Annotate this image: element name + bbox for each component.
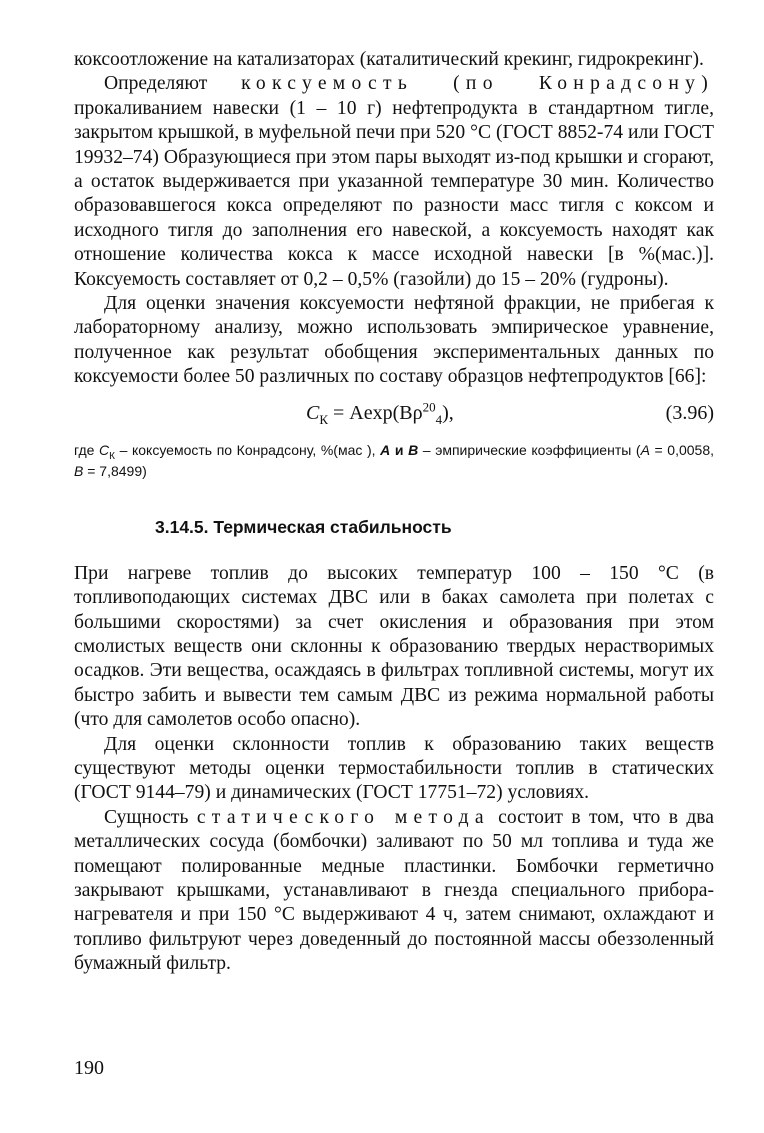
- note-variable: A: [640, 441, 650, 458]
- note-text: = 7,8499): [83, 462, 147, 479]
- formula-subscript: К: [319, 411, 329, 427]
- formula-end: ),: [442, 401, 454, 424]
- note-text: и: [390, 441, 409, 458]
- formula-expression: [306, 398, 454, 428]
- paragraph-coking-method: [74, 72, 714, 292]
- paragraph-text: Сущность: [104, 806, 197, 828]
- note-text: – эмпирические коэффициенты (: [418, 441, 641, 458]
- page-body: [74, 48, 714, 977]
- note-variable: C: [99, 441, 110, 458]
- paragraph-static-method: [74, 806, 714, 977]
- spaced-term: коксуемость (по Конрадсону): [241, 73, 715, 95]
- equation-number: (3.96): [665, 401, 714, 424]
- paragraph-continuation: коксоотложение на катализаторах (каталитический крекинг, гидрокрекинг).: [74, 49, 704, 70]
- paragraph-methods: Для оценки склонности топлив к образованию таких веществ существуют методы оценки термостабильности топлив в статических (ГОСТ 9144–79) и динамических (ГОСТ 17751–72) условиях.: [74, 733, 714, 804]
- paragraph-text: состоит в том, что в два металлических сосуда (бомбочки) заливают по 50 мл топлива и туда же помещают полированные медные пластинки. Бомбочки герметично закрывают крышками, устанавливают в гнезда специального прибора-нагревателя и при 150 °С выдерживают 4 ч, затем снимают, охлаждают и топливо фильтруют через доведенный до постоянной массы обеззоленный бумажный фильтр.: [74, 806, 714, 975]
- note-text: = 0,0058,: [649, 441, 714, 458]
- formula-3-96: [74, 398, 714, 428]
- paragraph-empirical-equation: Для оценки значения коксуемости нефтяной фракции, не прибегая к лабораторному анализу, можно использовать эмпирическое уравнение, полученное как результат обобщения экспериментальных данных по коксуемости более 50 различных по составу образцов нефтепродуктов [66]:: [74, 293, 714, 388]
- paragraph-text: прокаливанием навески (1 – 10 г) нефтепродукта в стандартном тигле, закрытом крышкой, в муфельной печи при 520 °С (ГОСТ 8852-74 или ГОСТ 19932–74) Образующиеся при этом пары выходят из-под крышки и сгорают, а остаток выдерживается при указанной температуре 30 мин. Количество образовавшегося кокса определяют по разности масс тигля с коксом и исходного тигля до заполнения его навеской, а коксуемость находят как отношение количества кокса к массе исходной навески [в %(мас.)]. Коксуемость составляет от 0,2 – 0,5% (газойли) до 15 – 20% (гудроны).: [74, 97, 714, 290]
- formula-note: [74, 440, 714, 482]
- paragraph-thermal-stability: При нагреве топлив до высоких температур 100 – 150 °С (в топливоподающих системах ДВС или в баках самолета при полетах с большими скоростями) за счет окисления и образования при этом смолистых веществ они склонны к образованию твердых нерастворимых осадков. Эти вещества, осаждаясь в фильтрах топливной системы, могут их быстро забить и вывести тем самым ДВС из режима нормальной работы (что для самолетов особо опасно).: [74, 562, 714, 731]
- spaced-term: статического метода: [196, 806, 490, 828]
- note-variable: B: [74, 462, 84, 479]
- note-text: где: [74, 441, 100, 458]
- formula-subscript: 4: [435, 411, 443, 427]
- formula-superscript: 20: [422, 399, 436, 415]
- formula-variable-c: C: [306, 401, 320, 424]
- page-number: 190: [74, 1057, 104, 1079]
- note-subscript: К: [109, 450, 115, 462]
- section-heading: 3.14.5. Термическая стабильность: [155, 516, 452, 537]
- formula-body: = Aexp(Bρ: [328, 401, 423, 424]
- note-variable: A: [380, 441, 391, 458]
- note-variable: B: [408, 441, 419, 458]
- paragraph-text: Определяют: [104, 73, 242, 95]
- note-text: – коксуемость по Конрадсону, %(мас ),: [115, 441, 381, 458]
